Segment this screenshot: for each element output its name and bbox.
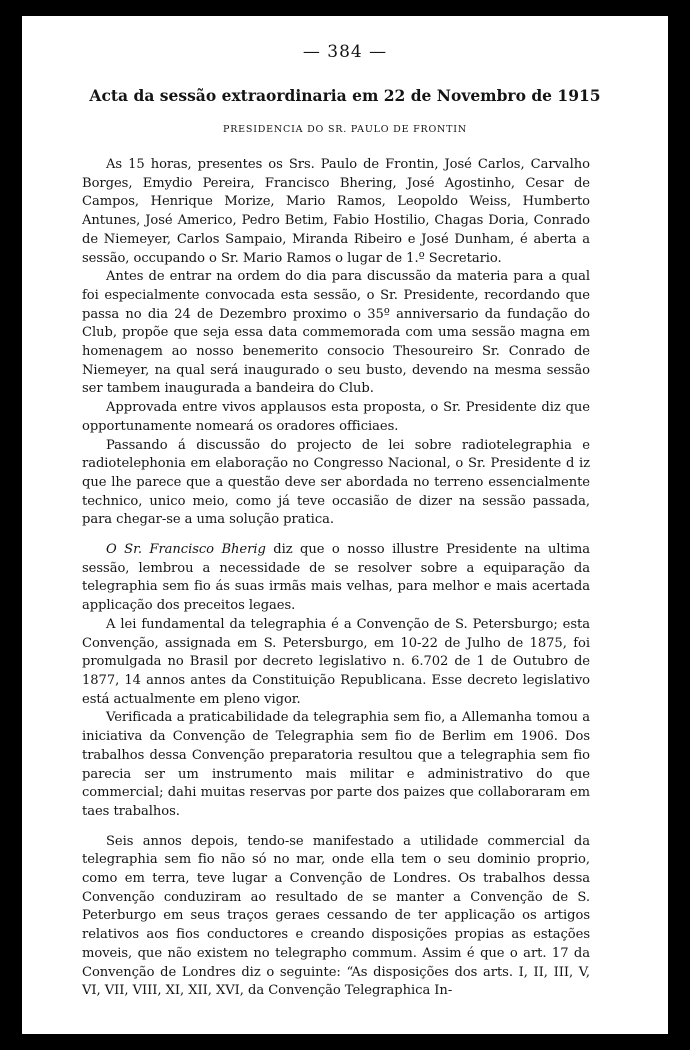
paragraph-anniversary-proposal: Antes de entrar na ordem do dia para discussão da materia para a qual foi especialmente convocada esta sessão, o Sr. Presidente, recordando que passa no dia 24 de Dezembro proximo o 35º anniversario da fundação do Club, propõe que seja essa data commemorada com uma sessão magna em homenagem ao nosso benemerito consocio Thesoureiro Sr. Conrado de Niemeyer, na qual será inaugurado o seu busto, devendo na mesma sessão ser tambem inaugurada a bandeira do Club. bbox=[82, 269, 590, 397]
paragraph-berlin-convention: Verificada a praticabilidade da telegraphia sem fio, a Allemanha tomou a iniciativa da Convenção de Telegraphia sem fio de Berlim em 1906. Dos trabalhos dessa Convenção preparatoria resultou que a telegraphia sem fio parecia ser um instrumento mais militar e administrativo do que commercial; dahi muitas reservas por parte dos paizes que collaboraram em taes trabalhos. bbox=[82, 710, 590, 819]
page-number: — 384 — bbox=[302, 42, 388, 62]
minutes-body bbox=[82, 156, 590, 1001]
paragraph-radiotelegraphy-bill: Passando á discussão do projecto de lei sobre radiotelegraphia e radiotelephonia em elaboração no Congresso Nacional, o Sr. Presidente d iz que lhe parece que a questão deve ser abordada no terreno essencialmente technico, unico meio, como já teve occasião de dizer na sessão passada, para chegar-se a uma solução pratica. bbox=[82, 437, 590, 528]
minutes-title: Acta da sessão extraordinaria em 22 de Novembro de 1915 bbox=[89, 86, 601, 105]
speaker-name: O Sr. Francisco Bherig bbox=[106, 542, 266, 558]
presidency-line: PRESIDENCIA DO SR. PAULO DE FRONTIN bbox=[223, 124, 467, 135]
speech-text: diz que o nosso illustre Presidente na ultima sessão, lembrou a necessidade de se resolver sobre a equiparação da telegraphia sem fio ás suas irmãs mais velhas, para melhor e mais acertada applicação dos preceitos legaes. bbox=[82, 542, 590, 614]
paragraph-bhering-speech bbox=[82, 541, 590, 616]
document-page bbox=[22, 16, 668, 1034]
paragraph-petersburg-convention: A lei fundamental da telegraphia é a Convenção de S. Petersburgo; esta Convenção, assignada em S. Petersburgo, em 10-22 de Julho de 1875, foi promulgada no Brasil por decreto legislativo n. 6.702 de 1 de Outubro de 1877, 14 annos antes da Constituição Republicana. Esse decreto legislativo está actualmente em pleno vigor. bbox=[82, 616, 590, 707]
paragraph-attendance: As 15 horas, presentes os Srs. Paulo de Frontin, José Carlos, Carvalho Borges, Emydio Pereira, Francisco Bhering, José Agostinho, Cesar de Campos, Henrique Morize, Mario Ramos, Leopoldo Weiss, Humberto Antunes, José Americo, Pedro Betim, Fabio Hostilio, Chagas Doria, Conrado de Niemeyer, Carlos Sampaio, Miranda Ribeiro e José Dunham, é aberta a sessão, occupando o Sr. Mario Ramos o lugar de 1.º Secretario. bbox=[82, 157, 590, 266]
paragraph-approval: Approvada entre vivos applausos esta proposta, o Sr. Presidente diz que opportunamente nomeará os oradores officiaes. bbox=[82, 400, 590, 434]
paragraph-london-convention: Seis annos depois, tendo-se manifestado a utilidade commercial da telegraphia sem fio não só no mar, onde ella tem o seu dominio proprio, como em terra, teve lugar a Convenção de Londres. Os trabalhos dessa Convenção conduziram ao resultado de se manter a Convenção de S. Peterburgo em seus traços geraes cessando de ter applicação os artigos relativos aos fios conductores e creando disposições propias as estações moveis, que não existem no telegrapho commum. Assim é que o art. 17 da Convenção de Londres diz o seguinte: “As disposições dos arts. I, II, III, V, VI, VII, VIII, XI, XII, XVI, da Convenção Telegraphica In- bbox=[82, 833, 590, 999]
